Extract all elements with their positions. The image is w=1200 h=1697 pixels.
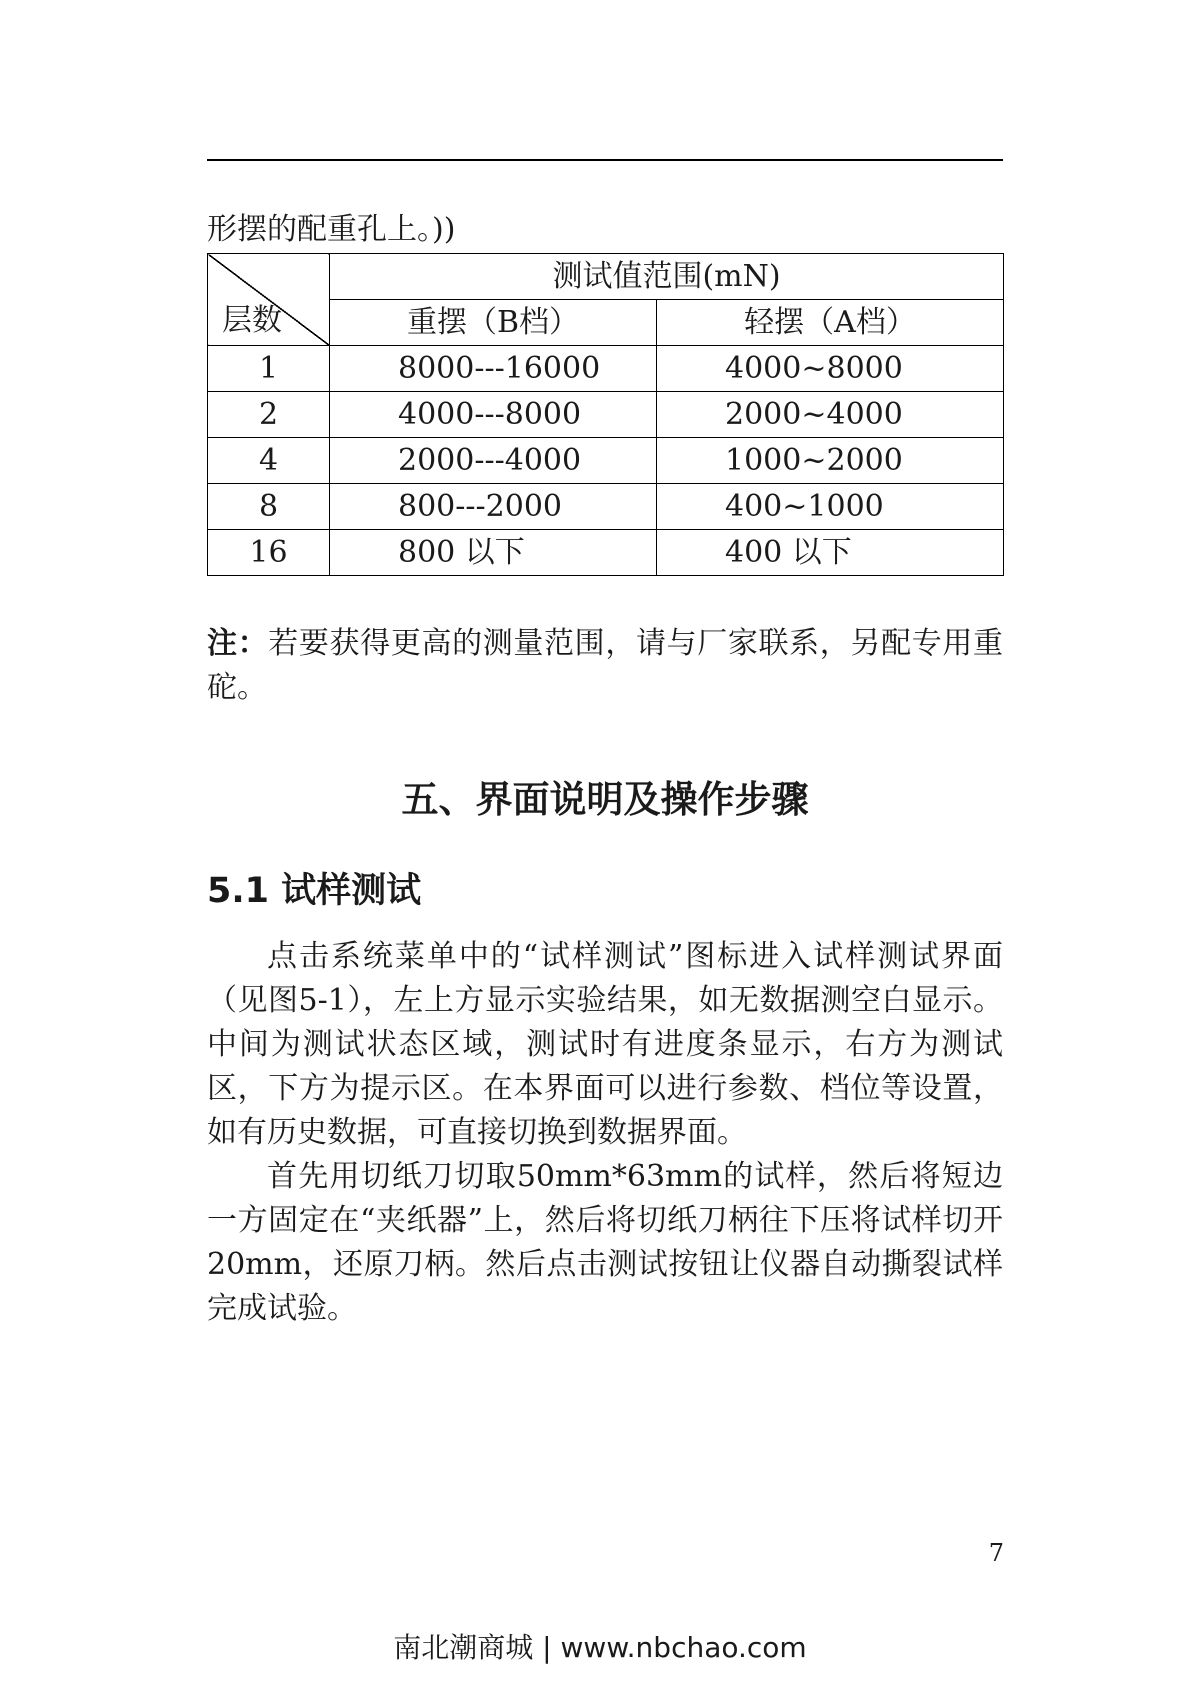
heavy-range-cell: 8000---16000 [330,346,657,392]
heavy-range-cell: 2000---4000 [330,438,657,484]
layers-header: 层数 [222,303,282,338]
layers-cell: 2 [208,392,330,438]
body-paragraph: 点击系统菜单中的“试样测试”图标进入试样测试界面（见图5-1），左上方显示实验结果，如无数据测空白显示。中间为测试状态区域，测试时有进度条显示，右方为测试区，下方为提示区。在本界面可以进行参数、档位等设置，如有历史数据，可直接切换到数据界面。 [207,939,1003,1150]
note-text: 若要获得更高的测量范围，请与厂家联系，另配专用重砣。 [207,626,1004,705]
range-group-header: 测试值范围(mN) [330,254,1004,300]
table-row [208,438,1004,484]
light-range-cell: 2000~4000 [657,392,1004,438]
light-range-cell: 400~1000 [657,484,1004,530]
light-range-cell: 400 以下 [657,530,1004,576]
note-paragraph [207,622,1003,710]
light-pendulum-header: 轻摆（A档） [657,300,1004,346]
layers-cell: 16 [208,530,330,576]
lead-text: 形摆的配重孔上。)) [207,212,456,247]
measurement-range-table [207,253,1004,576]
page-number: 7 [988,1539,1004,1567]
heavy-range-cell: 800---2000 [330,484,657,530]
table-header-row [208,254,1004,300]
heavy-range-cell: 4000---8000 [330,392,657,438]
heavy-range-cell: 800 以下 [330,530,657,576]
light-range-cell: 4000~8000 [657,346,1004,392]
table-row [208,530,1004,576]
subsection-title: 5.1 试样测试 [207,871,422,911]
layers-cell: 8 [208,484,330,530]
body-text [207,935,1003,1331]
light-range-cell: 1000~2000 [657,438,1004,484]
layers-cell: 1 [208,346,330,392]
table-row [208,484,1004,530]
layers-cell: 4 [208,438,330,484]
body-paragraph: 首先用切纸刀切取50mm*63mm的试样，然后将短边一方固定在“夹纸器”上，然后将切纸刀柄往下压将试样切开20mm，还原刀柄。然后点击测试按钮让仪器自动撕裂试样完成试验。 [207,1159,1003,1326]
table-corner-cell [208,254,330,346]
table-body [208,346,1004,576]
note-label: 注： [207,626,269,661]
table-row [208,392,1004,438]
footer-text: 南北潮商城 | www.nbchao.com [393,1631,807,1664]
header-rule [207,159,1003,161]
section-title: 五、界面说明及操作步骤 [401,778,809,821]
heavy-pendulum-header: 重摆（B档） [330,300,657,346]
table-row [208,346,1004,392]
